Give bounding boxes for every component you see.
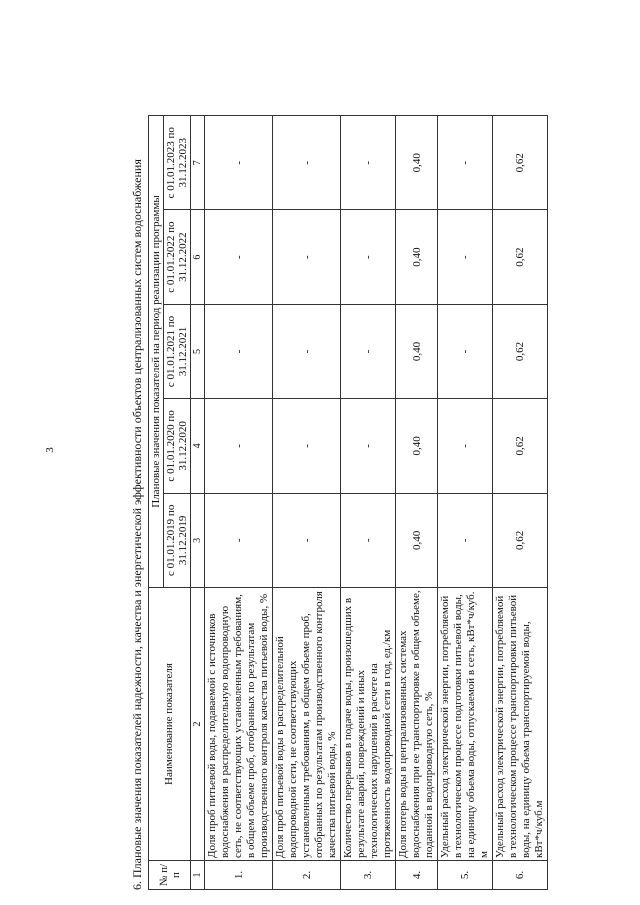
column-index: 2 xyxy=(191,588,205,861)
period-header: с 01.01.2020 по 31.12.2020 xyxy=(164,399,191,493)
indicator-name: Удельный расход электрической энергии, потребляемой в технологическом процессе подготовки питьевой воды, на единицу объема воды, отпускаемой в сеть, кВт*ч/куб. м xyxy=(438,588,493,861)
value-cell: - xyxy=(205,210,273,304)
value-cell: 0,62 xyxy=(493,210,548,304)
period-header: с 01.01.2022 по 31.12.2022 xyxy=(164,210,191,304)
row-number: 1. xyxy=(205,861,273,890)
indicator-name: Доля потерь воды в централизованных системах водоснабжения при ее транспортировке в общем объеме, поданной в водопроводную сеть, % xyxy=(396,588,438,861)
value-cell: - xyxy=(341,116,396,210)
value-cell: 0,62 xyxy=(493,493,548,587)
value-cell: 0,40 xyxy=(396,116,438,210)
indicator-name: Количество перерывов в подаче воды, произошедших в результате аварий, повреждений и иных технологических нарушений в расчете на протяженность водопроводной сети в год, ед./км xyxy=(341,588,396,861)
column-index: 3 xyxy=(191,493,205,587)
value-cell: - xyxy=(205,399,273,493)
value-cell: - xyxy=(205,493,273,587)
period-header: с 01.01.2023 по 31.12.2023 xyxy=(164,116,191,210)
group-header: Плановые значения показателей на период реализации программы xyxy=(149,116,164,588)
col-name-header: Наименование показателя xyxy=(149,588,191,861)
value-cell: - xyxy=(205,304,273,398)
col-num-header: № п/п xyxy=(149,861,191,890)
value-cell: 0,40 xyxy=(396,493,438,587)
value-cell: - xyxy=(438,210,493,304)
page-number: 3 xyxy=(44,447,56,453)
value-cell: - xyxy=(341,304,396,398)
table-row xyxy=(205,116,273,890)
value-cell: - xyxy=(273,210,341,304)
value-cell: - xyxy=(273,304,341,398)
value-cell: - xyxy=(205,116,273,210)
value-cell: - xyxy=(438,116,493,210)
indicator-name: Доля проб питьевой воды в распределительной водопроводной сети, не соответствующих установленным требованиям, в общем объеме проб, отобранных по результатам производственного контроля качества питьевой воды, % xyxy=(273,588,341,861)
column-index: 7 xyxy=(191,116,205,210)
value-cell: - xyxy=(438,399,493,493)
value-cell: 0,40 xyxy=(396,304,438,398)
indicators-table xyxy=(148,115,548,890)
value-cell: 0,62 xyxy=(493,116,548,210)
row-number: 2. xyxy=(273,861,341,890)
column-index: 5 xyxy=(191,304,205,398)
column-index: 6 xyxy=(191,210,205,304)
value-cell: 0,40 xyxy=(396,399,438,493)
value-cell: - xyxy=(438,493,493,587)
value-cell: - xyxy=(341,493,396,587)
row-number: 6. xyxy=(493,861,548,890)
value-cell: 0,62 xyxy=(493,399,548,493)
rotated-page-content xyxy=(130,0,545,890)
value-cell: - xyxy=(273,493,341,587)
value-cell: 0,62 xyxy=(493,304,548,398)
period-header: с 01.01.2019 по 31.12.2019 xyxy=(164,493,191,587)
column-index: 1 xyxy=(191,861,205,890)
table-row xyxy=(438,116,493,890)
section-heading: 6. Плановые значения показателей надежности, качества и энергетической эффективности объектов централизованных систем водоснабжения xyxy=(130,159,144,890)
column-index: 4 xyxy=(191,399,205,493)
row-number: 3. xyxy=(341,861,396,890)
table-row xyxy=(273,116,341,890)
row-number: 4. xyxy=(396,861,438,890)
value-cell: - xyxy=(273,116,341,210)
period-header: с 01.01.2021 по 31.12.2021 xyxy=(164,304,191,398)
value-cell: - xyxy=(341,399,396,493)
value-cell: - xyxy=(341,210,396,304)
table-row xyxy=(341,116,396,890)
value-cell: - xyxy=(438,304,493,398)
value-cell: 0,40 xyxy=(396,210,438,304)
indicator-name: Доля проб питьевой воды, подаваемой с источников водоснабжения в распределительную водопроводную сеть, не соответствующих установленным требованиям, в общем объеме проб, отобранных по результатам производственного контроля качества питьевой воды, % xyxy=(205,588,273,861)
indicator-name: Удельный расход электрической энергии, потребляемой в технологическом процессе транспортировки питьевой воды, на единицу объема транспортируемой воды, кВт*ч/куб.м xyxy=(493,588,548,861)
value-cell: - xyxy=(273,399,341,493)
table-row xyxy=(396,116,438,890)
table-row xyxy=(493,116,548,890)
row-number: 5. xyxy=(438,861,493,890)
